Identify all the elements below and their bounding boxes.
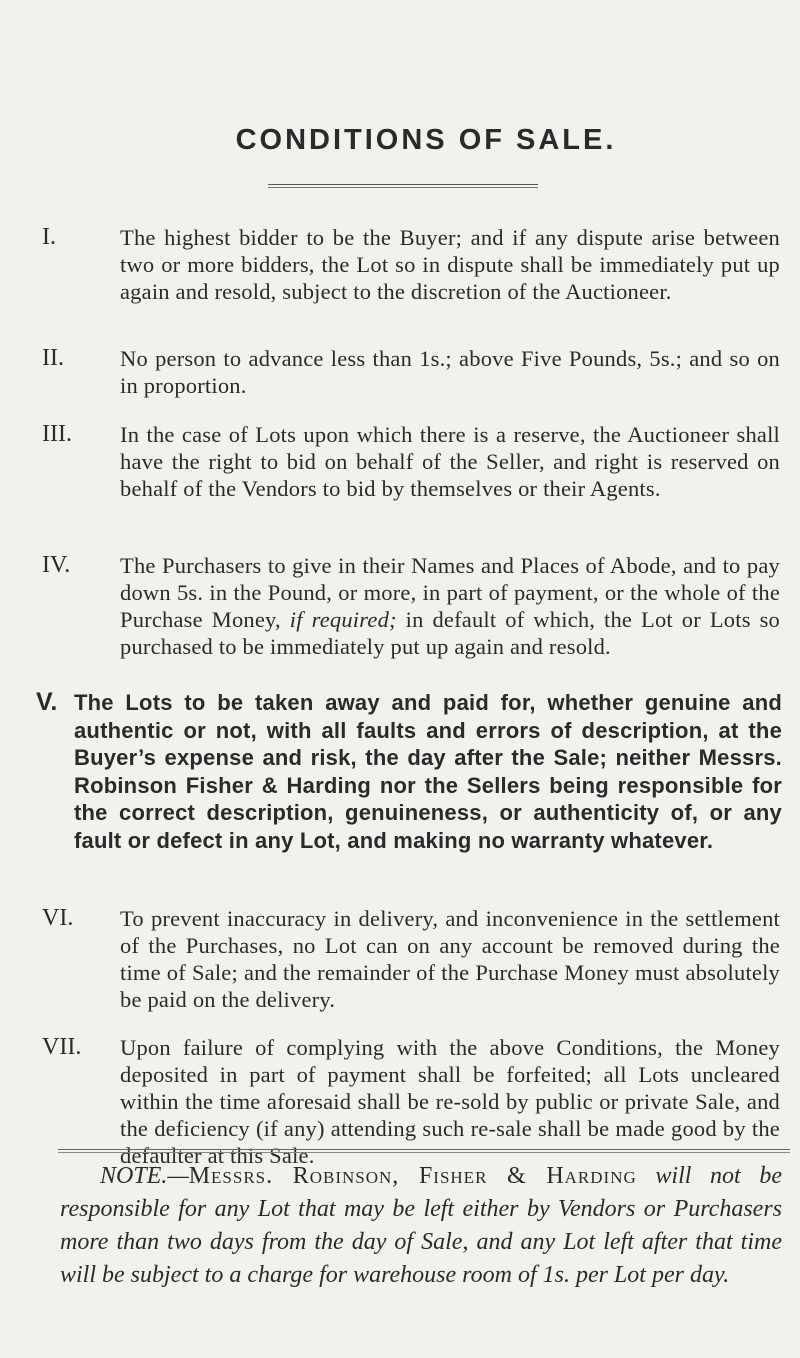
condition-text: In the case of Lots upon which there is a reserve, the Auctioneer shall have the right to bid on behalf of the Seller, and right is reserved on behalf of the Vendors to bid by themselves or their Agents. [120, 422, 780, 501]
condition-text-italic: if required; [289, 607, 397, 632]
note-paragraph [60, 1160, 782, 1292]
condition-text: The Lots to be taken away and paid for, whether genuine and authentic or not, with all faults and errors of description, at the Buyer’s expense and risk, the day after the Sale; neither Messrs. Robinson Fisher & Harding nor the Sellers being responsible for the correct description, genuineness, or authenticity of, or any fault or defect in any Lot, and making no warranty whatever. [74, 690, 782, 853]
condition-numeral: IV. [42, 552, 71, 578]
condition-numeral: III. [42, 421, 72, 447]
condition-numeral: I. [42, 224, 56, 250]
condition-numeral: V. [36, 688, 58, 716]
note-text: will not be responsible for any Lot that may be left either by Vendors or Purchasers more than two days from the day of Sale, and any Lot left after that time will be subject to a charge for warehouse room of 1s. per Lot per day. [60, 1163, 782, 1288]
condition-text: No person to advance less than 1s.; above Five Pounds, 5s.; and so on in proportion. [120, 346, 780, 398]
condition-numeral: VII. [42, 1034, 82, 1060]
condition-text: To prevent inaccuracy in delivery, and inconvenience in the settlement of the Purchases, no Lot can on any account be removed during the time of Sale; and the remainder of the Purchase Money must absolutely be paid on the delivery. [120, 906, 780, 1012]
condition-numeral: II. [42, 345, 64, 371]
condition-numeral: VI. [42, 905, 74, 931]
condition-text: Upon failure of complying with the above Conditions, the Money deposited in part of payment shall be forfeited; all Lots uncleared within the time aforesaid shall be re-sold by public or private Sale, and the deficiency (if any) attending such re-sale shall be made good by the defaulter at this Sale. [120, 1035, 780, 1168]
note-firm-names: Messrs. Robinson, Fisher & Harding [188, 1163, 637, 1189]
note-rule [58, 1149, 790, 1153]
page-title: CONDITIONS OF SALE. [235, 124, 617, 156]
note-label: NOTE.— [100, 1163, 189, 1189]
condition-text: The highest bidder to be the Buyer; and if any dispute arise between two or more bidders, the Lot so in dispute shall be immediately put up again and resold, subject to the discretion of the Auctioneer. [120, 225, 780, 304]
condition-text-part: in default of which, the Lot or Lots so purchased to be immediately put up again and resold. [120, 607, 780, 659]
condition-text [120, 552, 780, 660]
title-rule [268, 184, 538, 188]
condition-text-part: The Purchasers to give in their Names and Places of Abode, and to pay down 5s. in the Pound, or more, in part of payment, or the whole of the Purchase Money, [120, 553, 780, 632]
